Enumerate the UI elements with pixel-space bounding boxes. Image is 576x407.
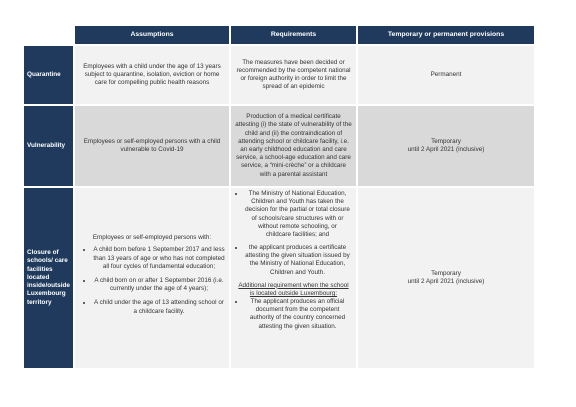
list-item: • A child under the age of 13 attending school or a childcare facility. [93, 299, 225, 315]
assumption-quarantine: Employees with a child under the age of 13 years subject to quarantine, isolation, eviction or home care for compelling public health reasons [75, 46, 229, 104]
list-item: • A child born before 1 September 2017 and less than 13 years of age or who has not completed all four cycles of fundamental education; [93, 246, 225, 271]
list-item: • the applicant produces a certificate attesting the given situation issued by the Ministry of National Education, Children and Youth. [245, 244, 350, 277]
table-corner [24, 26, 73, 44]
header-provisions: Temporary or permanent provisions [358, 26, 534, 44]
assumption-vulnerability: Employees or self-employed persons with a child vulnerable to Covid-19 [75, 106, 229, 186]
requirement-extra-heading: Additional requirement when the school is located outside Luxembourg: [238, 281, 349, 297]
list-item: • The Ministry of National Education, Children and Youth has taken the decision for the partial or total closure of schools/care structures with or without remote schooling, or childcare facilities; and [245, 190, 350, 239]
row-label-quarantine: Quarantine [24, 46, 73, 104]
provision-vulnerability-line2: until 2 April 2021 (inclusive) [407, 146, 485, 153]
list-item: • A child born on or after 1 September 2016 (i.e. currently under the age of 4 years); [93, 277, 225, 293]
assumption-closure [75, 188, 229, 368]
provision-vulnerability [358, 106, 534, 186]
requirement-vulnerability: Production of a medical certificate attesting (i) the state of vulnerability of the child and (ii) the contraindication of attending school or childcare facility, i.e. an early childhood education and care service, a school-age education and care service, a “mini-crèche” or a childcare with a parental assistant [231, 106, 356, 186]
requirement-extra-list [237, 298, 350, 336]
provision-closure-line2: until 2 April 2021 (inclusive) [407, 278, 485, 285]
requirement-closure [231, 188, 356, 368]
assumption-closure-list [79, 246, 225, 321]
requirement-closure-list [237, 190, 350, 282]
provision-closure-line1: Temporary [431, 269, 461, 277]
requirement-quarantine: The measures have been decided or recommended by the competent national or foreign authority in order to limit the spread of an epidemic [231, 46, 356, 104]
provision-quarantine: Permanent [358, 46, 534, 104]
row-label-vulnerability: Vulnerability [24, 106, 73, 186]
header-requirements: Requirements [231, 26, 356, 44]
list-item: • The applicant produces an official document from the competent authority of the country concerned attesting the given situation. [245, 298, 350, 331]
header-assumptions: Assumptions [75, 26, 229, 44]
provisions-table [24, 26, 534, 368]
provision-vulnerability-line1: Temporary [431, 137, 461, 145]
provision-closure [358, 188, 534, 368]
assumption-closure-intro: Employees or self-employed persons with: [92, 234, 212, 242]
row-label-closure: Closure of schools/ care facilities located inside/outside Luxembourg territory [24, 188, 73, 368]
